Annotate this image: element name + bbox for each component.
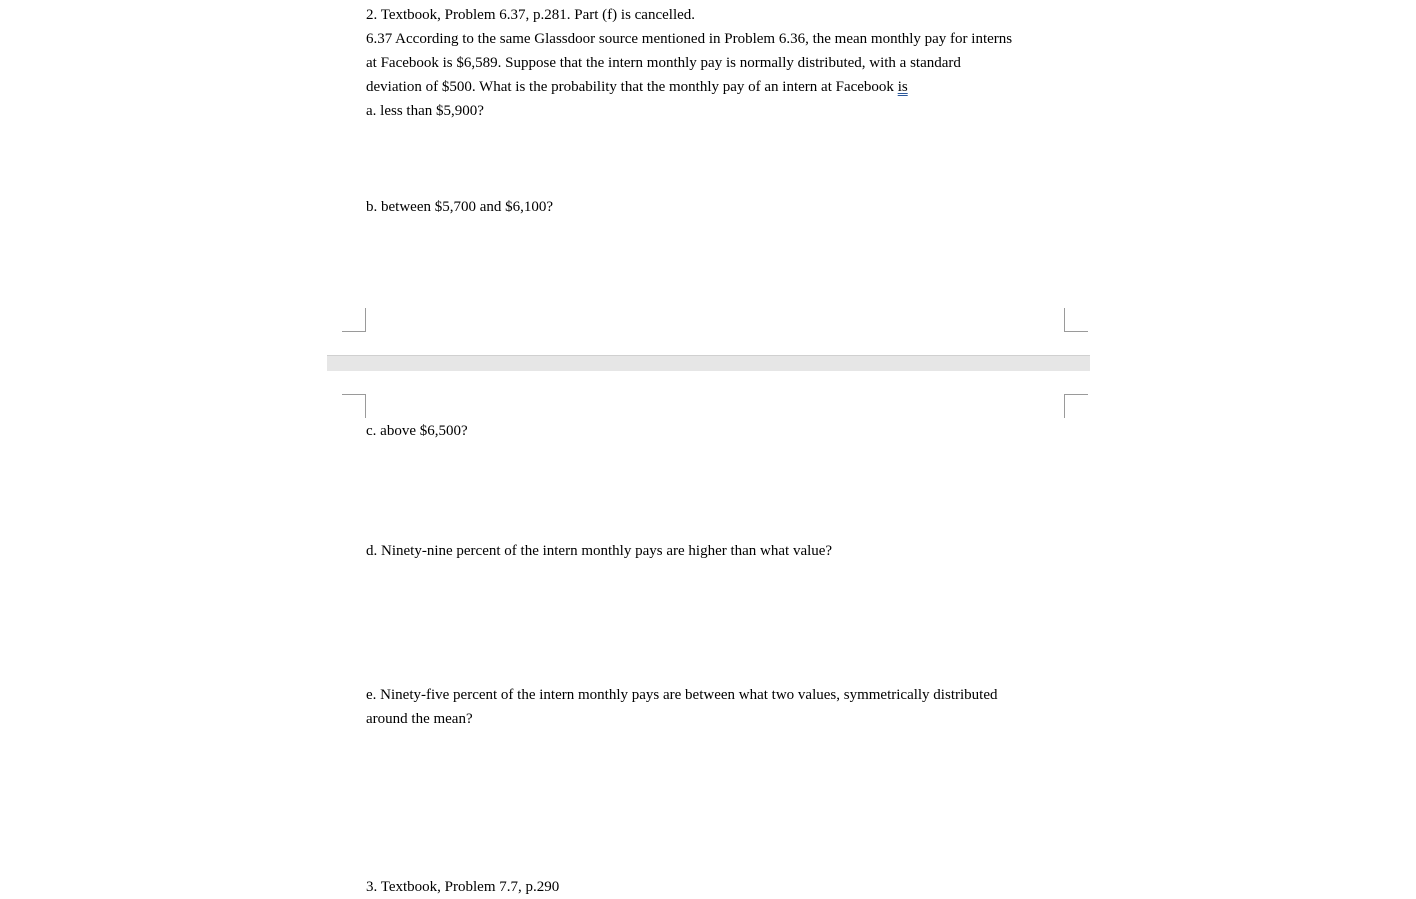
part-e-question-line-1[interactable]: e. Ninety-five percent of the intern monthly pays are between what two values, symmetrically distributed (366, 687, 998, 703)
page-break-separator (327, 355, 1090, 372)
intro-line-3-text: deviation of $500. What is the probability that the monthly pay of an intern at Facebook (366, 79, 898, 95)
crop-mark-bottom-right (1064, 308, 1088, 332)
crop-mark-top-right (1064, 394, 1088, 418)
crop-mark-bottom-left (342, 308, 366, 332)
part-b-question[interactable]: b. between $5,700 and $6,100? (366, 199, 554, 215)
document-page-2 (327, 371, 1090, 886)
intro-line-3[interactable] (366, 75, 908, 99)
part-e-question-line-2[interactable]: around the mean? (366, 711, 473, 727)
grammar-flagged-word[interactable]: is (897, 79, 908, 95)
crop-mark-top-left (342, 394, 366, 418)
intro-line-2[interactable]: at Facebook is $6,589. Suppose that the intern monthly pay is normally distributed, with a standard (366, 55, 961, 71)
part-c-question[interactable]: c. above $6,500? (366, 423, 468, 439)
part-a-question[interactable]: a. less than $5,900? (366, 103, 484, 119)
problem-heading[interactable]: 2. Textbook, Problem 6.37, p.281. Part (f) is cancelled. (366, 7, 696, 23)
intro-line-1[interactable]: 6.37 According to the same Glassdoor source mentioned in Problem 6.36, the mean monthly pay for interns (366, 31, 1013, 47)
part-d-question[interactable]: d. Ninety-nine percent of the intern monthly pays are higher than what value? (366, 543, 833, 559)
next-problem-heading[interactable]: 3. Textbook, Problem 7.7, p.290 (366, 879, 560, 895)
